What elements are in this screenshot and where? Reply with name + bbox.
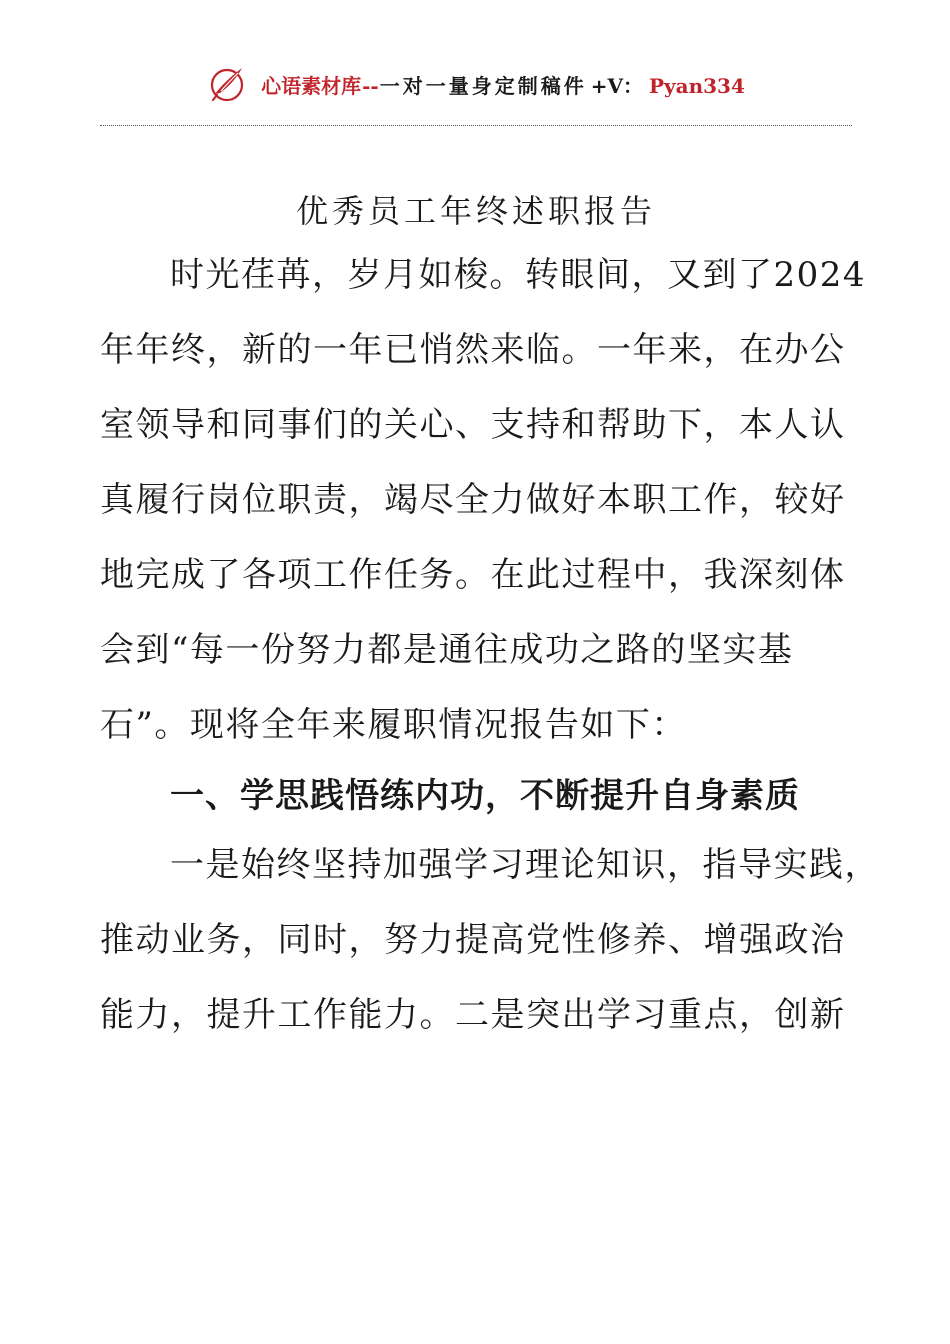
body-line: 一是始终坚持加强学习理论知识，指导实践， bbox=[170, 845, 880, 885]
contact-handle: Pyan334 bbox=[648, 73, 745, 98]
header-tagline: 一对一量身定制稿件 bbox=[379, 73, 587, 98]
body-line: 会到“每一份努力都是通往成功之路的坚实基 bbox=[100, 630, 794, 670]
body-line: 真履行岗位职责，竭尽全力做好本职工作，较好 bbox=[100, 480, 846, 520]
body-line: 地完成了各项工作任务。在此过程中，我深刻体 bbox=[100, 555, 846, 595]
brand-name: 心语素材库 bbox=[261, 73, 362, 98]
header-text bbox=[261, 70, 745, 99]
contact-label: +V： bbox=[590, 73, 643, 98]
body-line: 能力，提升工作能力。二是突出学习重点，创新 bbox=[100, 995, 846, 1035]
header-separator: -- bbox=[362, 73, 379, 98]
header-divider bbox=[100, 125, 852, 126]
section-heading: 一、学思践悟练内功，不断提升自身素质 bbox=[170, 776, 800, 816]
body-line: 室领导和同事们的关心、支持和帮助下，本人认 bbox=[100, 405, 846, 445]
page-header bbox=[100, 58, 852, 110]
body-line: 时光荏苒，岁月如梭。转眼间，又到了2024 bbox=[170, 255, 867, 295]
body-line: 年年终，新的一年已悄然来临。一年来，在办公 bbox=[100, 330, 846, 370]
body-line: 石”。现将全年来履职情况报告如下： bbox=[100, 705, 687, 745]
document-title: 优秀员工年终述职报告 bbox=[295, 192, 656, 230]
quill-pen-logo-icon bbox=[207, 64, 247, 104]
body-line: 推动业务，同时，努力提高党性修养、增强政治 bbox=[100, 920, 846, 960]
